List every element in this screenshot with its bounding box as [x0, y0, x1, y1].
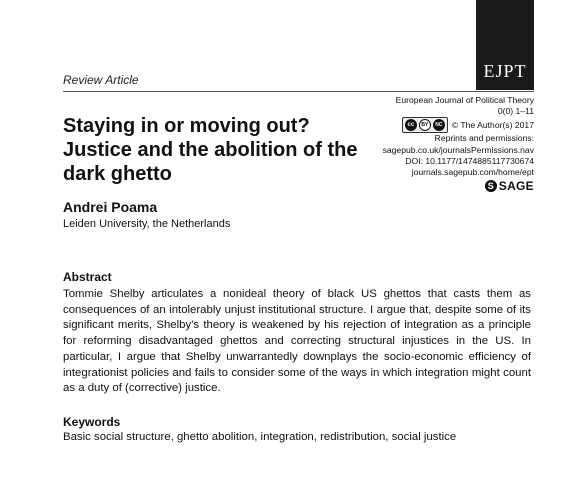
issue-info: 0(0) 1–11 — [497, 106, 534, 117]
journal-logo — [476, 0, 534, 90]
reprints-label: Reprints and permissions: — [434, 133, 534, 144]
header-divider — [63, 91, 534, 92]
journal-link[interactable]: journals.sagepub.com/home/ept — [411, 167, 534, 178]
license-row — [314, 117, 534, 133]
doi[interactable]: DOI: 10.1177/1474885117730674 — [405, 155, 534, 166]
journal-logo-text: EJPT — [483, 61, 527, 81]
author-name: Andrei Poama — [63, 199, 158, 215]
keywords-list: Basic social structure, ghetto abolition, integration, redistribution, social justice — [63, 431, 457, 443]
abstract-text: Tommie Shelby articulates a nonideal theory of black US ghettos that casts them as consequences of an intolerably unjust institutional structure. I argue that, despite some of its significant merits, Shelby's theory is weakened by his rejection of integration as a principle for reforming disadvantaged ghettos and correcting structural injustices in the US. In particular, I argue that Shelby unwarrantedly downplays the socio-economic efficiency of integrationist policies and fails to consider some of the ways in which integration might count as a duty of (corrective) justice. — [63, 288, 531, 395]
journal-name: European Journal of Political Theory — [395, 95, 534, 105]
publisher-name: SAGE — [498, 178, 534, 193]
cc-icon: cc — [405, 119, 417, 131]
sage-icon: S — [485, 180, 497, 192]
nc-icon: NC — [433, 119, 445, 131]
journal-metadata — [314, 95, 534, 192]
cc-license-icon[interactable] — [402, 117, 448, 133]
copyright-notice: © The Author(s) 2017 — [451, 119, 534, 130]
keywords-heading: Keywords — [63, 415, 121, 429]
reprints-link[interactable]: sagepub.co.uk/journalsPermissions.nav — [382, 144, 534, 155]
author-affiliation: Leiden University, the Netherlands — [63, 218, 231, 230]
by-icon: BY — [419, 119, 431, 131]
article-type: Review Article — [63, 73, 139, 87]
abstract-heading: Abstract — [63, 270, 112, 284]
article-title: Staying in or moving out? Justice and the abolition of the dark ghetto — [63, 115, 358, 185]
publisher-logo — [314, 180, 534, 192]
